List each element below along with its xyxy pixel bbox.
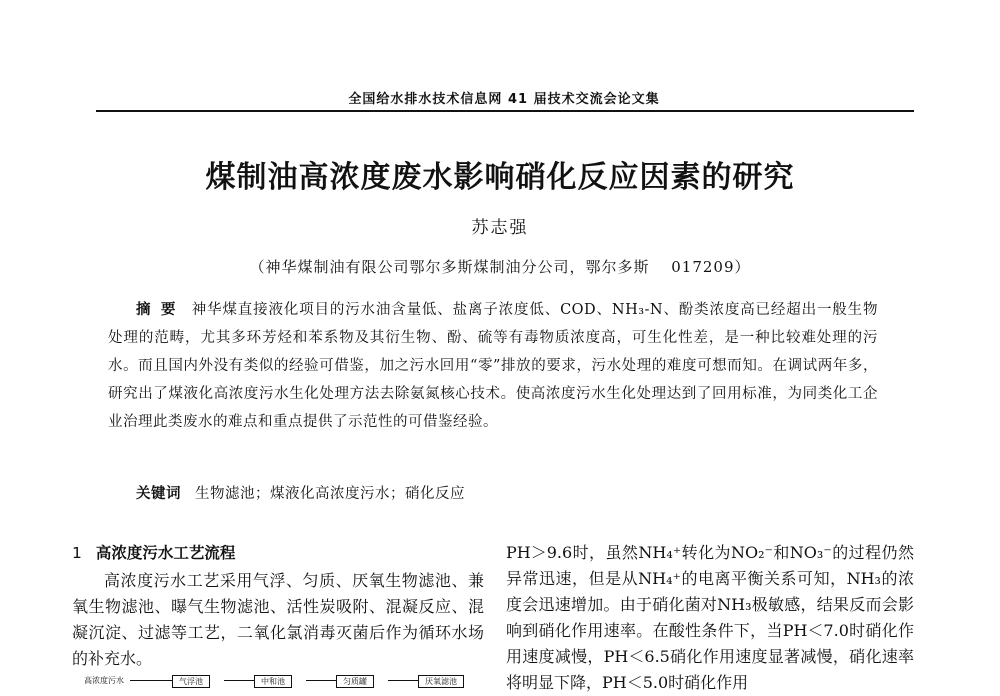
- keywords: [108, 482, 878, 503]
- flow-arrow: [130, 680, 172, 681]
- right-column-paragraph: PH＞9.6时，虽然NH₄⁺转化为NO₂⁻和NO₃⁻的过程仍然异常迅速，但是从NH₄⁺的电离平衡关系可知，NH₃的浓度会迅速增加。由于硝化菌对NH₃极敏感，结果反而会影响到硝化作用速率。在酸性条件下，当PH＜7.0时硝化作用速度减慢，PH＜6.5硝化作用速度显著减慢，硝化速率将明显下降，PH＜5.0时硝化作用: [506, 543, 914, 692]
- flow-node: 中和池: [254, 675, 292, 688]
- right-column: [506, 540, 914, 696]
- flow-node: 厌氧滤池: [418, 675, 464, 688]
- section-number: 1: [72, 544, 82, 562]
- section-heading: [72, 540, 484, 566]
- running-header: 全国给水排水技术信息网 41 届技术交流会论文集: [348, 92, 660, 107]
- section-title: 高浓度污水工艺流程: [95, 544, 236, 562]
- abstract: [108, 296, 878, 436]
- keywords-label: 关键词: [136, 486, 181, 502]
- author-name: 苏志强: [471, 218, 529, 238]
- flow-arrow: [224, 680, 254, 681]
- abstract-text: 神华煤直接液化项目的污水油含量低、盐离子浓度低、COD、NH₃-N、酚类浓度高已经超出一般生物处理的范畴，尤其多环芳烃和苯系物及其衍生物、酚、硫等有毒物质浓度高，可生化性差，是一种比较难处理的污水。而且国内外没有类似的经验可借鉴，加之污水回用“零”排放的要求，污水处理的难度可想而知。在调试两年多，研究出了煤液化高浓度污水生化处理方法去除氨氮核心技术。使高浓度污水生化处理达到了回用标准，为同类化工企业治理此类废水的难点和重点提供了示范性的可借鉴经验。: [108, 302, 878, 430]
- author-affiliation: （神华煤制油有限公司鄂尔多斯煤制油分公司，鄂尔多斯 017209）: [249, 258, 751, 276]
- flow-arrow: [306, 680, 336, 681]
- abstract-label: 摘要: [136, 302, 186, 318]
- flow-arrow: [388, 680, 418, 681]
- flow-node: 气浮池: [172, 675, 210, 688]
- paper-title: 煤制油高浓度废水影响硝化反应因素的研究: [205, 160, 795, 195]
- left-column: [72, 540, 484, 672]
- header-rule: [96, 110, 914, 112]
- flow-node-source: 高浓度污水: [84, 676, 124, 685]
- section-paragraph: 高浓度污水工艺采用气浮、匀质、厌氧生物滤池、兼氧生物滤池、曝气生物滤池、活性炭吸附、混凝反应、混凝沉淀、过滤等工艺，二氧化氯消毒灭菌后作为循环水场的补充水。: [72, 571, 484, 668]
- keywords-text: 生物滤池；煤液化高浓度污水；硝化反应: [195, 486, 465, 502]
- flow-node: 匀质罐: [336, 675, 374, 688]
